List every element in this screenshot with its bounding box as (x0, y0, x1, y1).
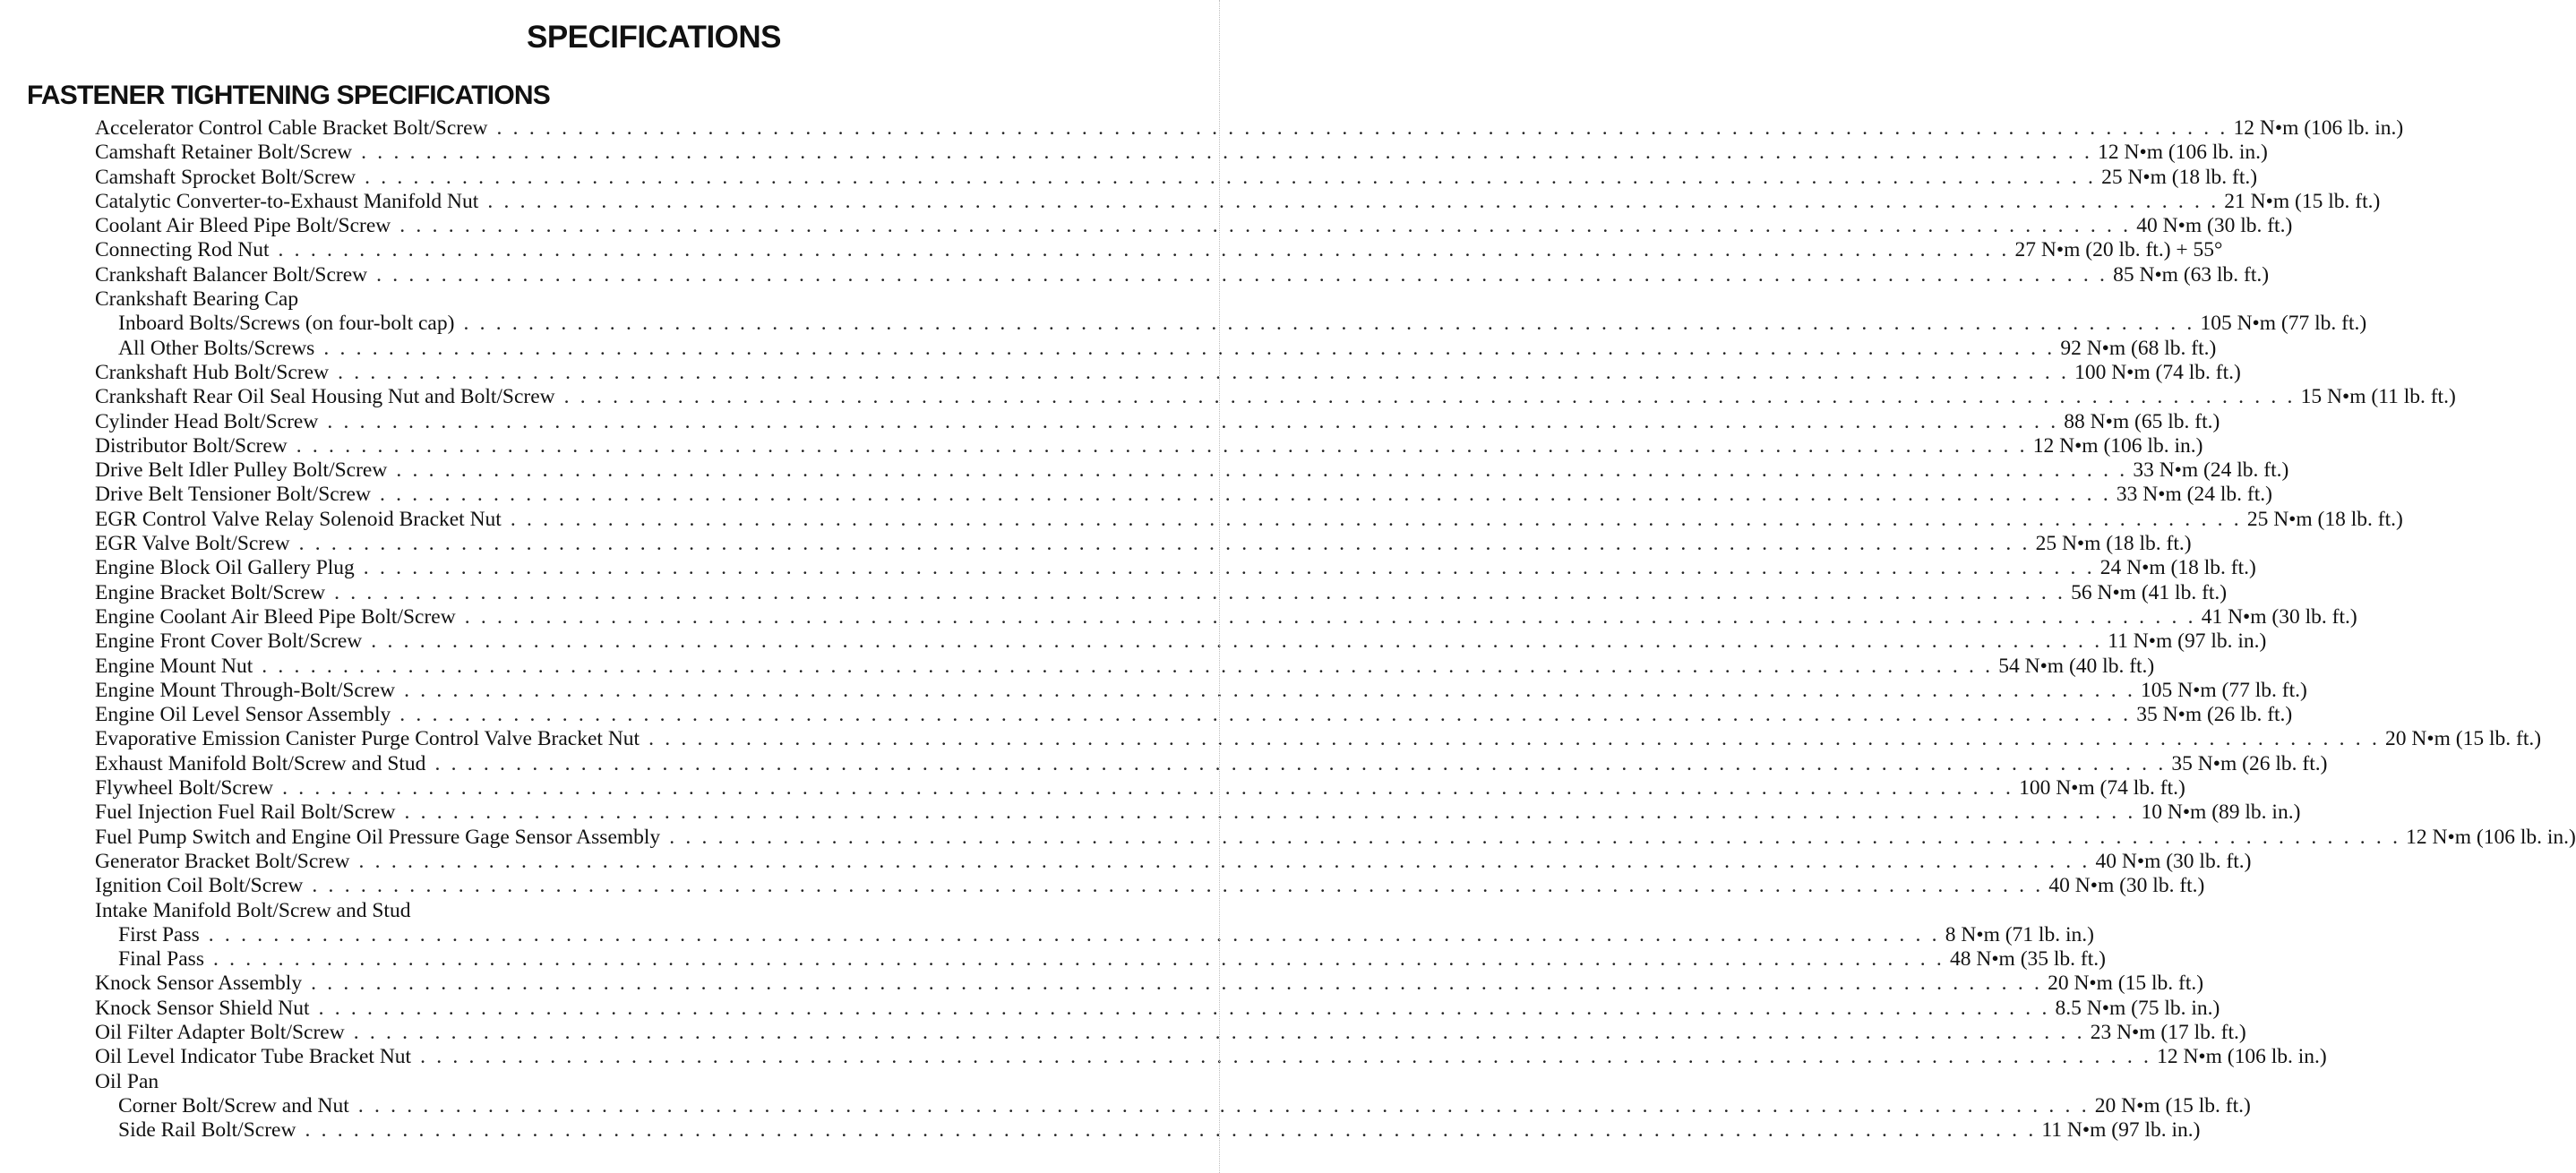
spec-sub-row (95, 922, 2094, 947)
spec-sub-row (95, 312, 2367, 336)
spec-name: Engine Mount Nut (95, 654, 253, 678)
leader-dots: . . . . . . . . . . . . . . . . . . . . . . . . . . . . . . . . . . . . . . . . . . . . . . . . . . . . . . . . . . . . . . . . . . . . . . . . . . . . . . . . . . . . . . . . . . . . . . . . . . . . . . . . . . . (318, 996, 2050, 1020)
spec-value: 20 N•m (15 lb. ft.) (2048, 972, 2204, 996)
spec-value: 100 N•m (74 lb. ft.) (2019, 776, 2185, 801)
leader-dots: . . . . . . . . . . . . . . . . . . . . . . . . . . . . . . . . . . . . . . . . . . . . . . . . . . . . . . . . . . . . . . . . . . . . . . . . . . . . . . . . . . . . . . . . . . . . . . . . . . . . . . . . . . . (399, 703, 2132, 727)
leader-dots: . . . . . . . . . . . . . . . . . . . . . . . . . . . . . . . . . . . . . . . . . . . . . . . . . . . . . . . . . . . . . . . . . . . . . . . . . . . . . . . . . . . . . . . . . . . . . . . . . . . . . . . . . . . (327, 409, 2059, 433)
leader-dots: . . . . . . . . . . . . . . . . . . . . . . . . . . . . . . . . . . . . . . . . . . . . . . . . . . . . . . . . . . . . . . . . . . . . . . . . . . . . . . . . . . . . . . . . . . . . . . . . . . . . . . . . . . . (404, 801, 2136, 825)
spec-row (95, 409, 2220, 434)
spec-name: Drive Belt Idler Pulley Bolt/Screw (95, 458, 388, 483)
spec-name: Intake Manifold Bolt/Screw and Stud (95, 898, 411, 922)
spec-value: 8 N•m (71 lb. in.) (1945, 922, 2094, 946)
leader-dots: . . . . . . . . . . . . . . . . . . . . . . . . . . . . . . . . . . . . . . . . . . . . . . . . . . . . . . . . . . . . . . . . . . . . . . . . . . . . . . . . . . . . . . . . . . . . . . . . . . . . . . . . . . . (334, 580, 2066, 604)
spec-row (95, 556, 2256, 580)
spec-value: 20 N•m (15 lb. ft.) (2385, 727, 2542, 751)
page-title: SPECIFICATIONS (526, 20, 782, 55)
spec-row (95, 165, 2258, 190)
spec-row (95, 899, 1184, 923)
spec-row (95, 751, 2328, 776)
spec-row (95, 874, 2205, 898)
spec-name: Camshaft Retainer Bolt/Screw (95, 141, 353, 165)
spec-value: 12 N•m (106 lb. in.) (2098, 141, 2268, 165)
leader-dots: . . . . . . . . . . . . . . . . . . . . . . . . . . . . . . . . . . . . . . . . . . . . . . . . . . . . . . . . . . . . . . . . . . . . . . . . . . . . . . . . . . . . . . . . . . . . . . . . . . . . . . . . . . . (376, 262, 2108, 287)
spec-value: 21 N•m (15 lb. ft.) (2224, 189, 2381, 213)
spec-row (95, 629, 2267, 654)
spec-name: Engine Oil Level Sensor Assembly (95, 703, 391, 727)
spec-value: 25 N•m (18 lb. ft.) (2035, 532, 2192, 556)
spec-value: 88 N•m (65 lb. ft.) (2064, 409, 2220, 433)
spec-value: 40 N•m (30 lb. ft.) (2095, 849, 2252, 873)
leader-dots: . . . . . . . . . . . . . . . . . . . . . . . . . . . . . . . . . . . . . . . . . . . . . . . . . . . . . . . . . . . . . . . . . . . . . . . . . . . . . . . . . . . . . . . . . . . . . . . . . . . . . . . . . . . (496, 116, 2228, 140)
leader-dots: . . . . . . . . . . . . . . . . . . . . . . . . . . . . . . . . . . . . . . . . . . . . . . . . . . . . . . . . . . . . . . . . . . . . . . . . . . . . . . . . . . . . . . . . . . . . . . . . . . . . . . . . . . . (353, 1020, 2085, 1044)
spec-name: Generator Bracket Bolt/Screw (95, 849, 350, 873)
spec-name: Flywheel Bolt/Screw (95, 776, 274, 801)
spec-row (95, 238, 2223, 262)
leader-dots: . . . . . . . . . . . . . . . . . . . . . . . . . . . . . . . . . . . . . . . . . . . . . . . . . . . . . . . . . . . . . . . . . . . . . . . . . . . . . . . . . . . . . . . . . . . . . . . . . . . . . . . . . . . (312, 874, 2044, 898)
spec-row (95, 1045, 2327, 1069)
spec-row (95, 262, 2270, 287)
spec-value: 105 N•m (77 lb. ft.) (2200, 312, 2367, 336)
spec-name: Crankshaft Bearing Cap (95, 287, 299, 312)
spec-row (95, 604, 2357, 629)
spec-name: EGR Control Valve Relay Solenoid Bracket Nut (95, 507, 502, 531)
spec-name: Catalytic Converter-to-Exhaust Manifold Nut (95, 189, 479, 213)
leader-dots: . . . . . . . . . . . . . . . . . . . . . . . . . . . . . . . . . . . . . . . . . . . . . . . . . . . . . . . . . . . . . . . . . . . . . . . . . . . . . . . . . . . . . . . . . . . . . . . . . . . . . . . . . . . (404, 678, 2136, 702)
spec-name: Knock Sensor Shield Nut (95, 996, 310, 1020)
spec-value: 41 N•m (30 lb. ft.) (2201, 604, 2357, 629)
leader-dots: . . . . . . . . . . . . . . . . . . . . . . . . . . . . . . . . . . . . . . . . . . . . . . . . . . . . . . . . . . . . . . . . . . . . . . . . . . . . . . . . . . . . . . . . . . . . . . . . . . . . . . . . . . . (361, 141, 2093, 165)
leader-dots: . . . . . . . . . . . . . . . . . . . . . . . . . . . . . . . . . . . . . . . . . . . . . . . . . . . . . . . . . . . . . . . . . . . . . . . . . . . . . . . . . . . . . . . . . . . . . . . . . . . . . . . . . . . (338, 360, 2070, 384)
spec-value: 11 N•m (97 lb. in.) (2108, 629, 2267, 654)
spec-row (95, 214, 2293, 238)
spec-name: First Pass (118, 922, 200, 946)
leader-dots: . . . . . . . . . . . . . . . . . . . . . . . . . . . . . . . . . . . . . . . . . . . . . . . . . . . . . . . . . . . . . . . . . . . . . . . . . . . . . . . . . . . . . . . . . . . . . . . . . . . . . . . . . . . (296, 433, 2028, 458)
spec-name: Distributor Bolt/Screw (95, 433, 288, 458)
spec-value: 85 N•m (63 lb. ft.) (2113, 262, 2270, 287)
spec-name: Inboard Bolts/Screws (on four-bolt cap) (118, 312, 455, 336)
spec-value: 56 N•m (41 lb. ft.) (2071, 580, 2228, 604)
spec-value: 25 N•m (18 lb. ft.) (2246, 507, 2403, 531)
leader-dots: . . . . . . . . . . . . . . . . . . . . . . . . . . . . . . . . . . . . . . . . . . . . . . . . . . . . . . . . . . . . . . . . . . . . . . . . . . . . . . . . . . . . . . . . . . . . . . . . . . . . . . . . . . . (648, 727, 2381, 751)
spec-name: Drive Belt Tensioner Bolt/Screw (95, 483, 371, 507)
leader-dots: . . . . . . . . . . . . . . . . . . . . . . . . . . . . . . . . . . . . . . . . . . . . . . . . . . . . . . . . . . . . . . . . . . . . . . . . . . . . . . . . . . . . . . . . . . . . . . . . . . . . . . . . . . . (282, 776, 2014, 801)
spec-name: Knock Sensor Assembly (95, 972, 303, 996)
spec-value: 24 N•m (18 lb. ft.) (2099, 556, 2256, 580)
spec-value: 12 N•m (106 lb. in.) (2233, 116, 2404, 140)
spec-row (95, 580, 2228, 605)
spec-name: EGR Valve Bolt/Screw (95, 532, 290, 556)
spec-name: Evaporative Emission Canister Purge Control Valve Bracket Nut (95, 727, 640, 751)
spec-name: Crankshaft Hub Bolt/Screw (95, 360, 330, 384)
leader-dots: . . . . . . . . . . . . . . . . . . . . . . . . . . . . . . . . . . . . . . . . . . . . . . . . . . . . . . . . . . . . . . . . . . . . . . . . . . . . . . . . . . . . . . . . . . . . . . . . . . . . . . . . . . . (278, 238, 2010, 262)
spec-value: 35 N•m (26 lb. ft.) (2136, 703, 2293, 727)
leader-dots: . . . . . . . . . . . . . . . . . . . . . . . . . . . . . . . . . . . . . . . . . . . . . . . . . . . . . . . . . . . . . . . . . . . . . . . . . . . . . . . . . . . . . . . . . . . . . . . . . . . . . . . . . . . (396, 458, 2128, 483)
spec-name: Fuel Injection Fuel Rail Bolt/Screw (95, 801, 396, 825)
spec-name: All Other Bolts/Screws (118, 336, 315, 360)
leader-dots: . . . . . . . . . . . . . . . . . . . . . . . . . . . . . . . . . . . . . . . . . . . . . . . . . . . . . . . . . . . . . . . . . . . . . . . . . . . . . . . . . . . . . . . . . . . . . . . . . . . . . . . . . . . (420, 1045, 2152, 1069)
spec-row (95, 776, 2185, 801)
spec-row (95, 825, 2576, 850)
spec-row (95, 433, 2203, 458)
spec-name: Cylinder Head Bolt/Screw (95, 409, 319, 433)
leader-dots: . . . . . . . . . . . . . . . . . . . . . . . . . . . . . . . . . . . . . . . . . . . . . . . . . . . . . . . . . . . . . . . . . . . . . . . . . . . . . . . . . . . . . . . . . . . . . . . . . . . . . . . . . . . (464, 604, 2196, 629)
fastener-spec-list (95, 116, 2576, 1143)
spec-value: 48 N•m (35 lb. ft.) (1949, 947, 2106, 972)
leader-dots: . . . . . . . . . . . . . . . . . . . . . . . . . . . . . . . . . . . . . . . . . . . . . . . . . . . . . . . . . . . . . . . . . . . . . . . . . . . . . . . . . . . . . . . . . . . . . . . . . . . . . . . . . . . (212, 947, 1945, 972)
spec-value: 11 N•m (97 lb. in.) (2041, 1118, 2201, 1143)
spec-value: 15 N•m (11 lb. ft.) (2300, 385, 2456, 409)
spec-value: 35 N•m (26 lb. ft.) (2171, 751, 2328, 775)
leader-dots: . . . . . . . . . . . . . . . . . . . . . . . . . . . . . . . . . . . . . . . . . . . . . . . . . . . . . . . . . . . . . . . . . . . . . . . . . . . . . . . . . . . . . . . . . . . . . . . . . . . . . . . . . . . (379, 483, 2111, 507)
leader-dots: . . . . . . . . . . . . . . . . . . . . . . . . . . . . . . . . . . . . . . . . . . . . . . . . . . . . . . . . . . . . . . . . . . . . . . . . . . . . . . . . . . . . . . . . . . . . . . . . . . . . . . . . . . . (463, 312, 2195, 336)
spec-name: Engine Coolant Air Bleed Pipe Bolt/Screw (95, 604, 456, 629)
spec-row (95, 849, 2252, 874)
spec-row (95, 189, 2381, 214)
spec-row (95, 385, 2456, 409)
leader-dots: . . . . . . . . . . . . . . . . . . . . . . . . . . . . . . . . . . . . . . . . . . . . . . . . . . . . . . . . . . . . . . . . . . . . . . . . . . . . . . . . . . . . . . . . . . . . . . . . . . . . . . . . . . . (298, 532, 2031, 556)
spec-name: Connecting Rod Nut (95, 238, 270, 262)
spec-value: 54 N•m (40 lb. ft.) (1998, 654, 2155, 678)
spec-name: Side Rail Bolt/Screw (118, 1118, 296, 1143)
leader-dots: . . . . . . . . . . . . . . . . . . . . . . . . . . . . . . . . . . . . . . . . . . . . . . . . . . . . . . . . . . . . . . . . . . . . . . . . . . . . . . . . . . . . . . . . . . . . . . . . . . . . . . . . . . . (363, 556, 2095, 580)
spec-row (95, 507, 2403, 532)
spec-row (95, 1070, 1184, 1094)
spec-name: Engine Mount Through-Bolt/Screw (95, 678, 396, 702)
spec-name: Accelerator Control Cable Bracket Bolt/Screw (95, 116, 488, 140)
leader-dots: . . . . . . . . . . . . . . . . . . . . . . . . . . . . . . . . . . . . . . . . . . . . . . . . . . . . . . . . . . . . . . . . . . . . . . . . . . . . . . . . . . . . . . . . . . . . . . . . . . . . . . . . . . . (262, 654, 1994, 678)
spec-name: Corner Bolt/Screw and Nut (118, 1093, 349, 1117)
spec-row (95, 116, 2404, 141)
spec-name: Final Pass (118, 947, 204, 972)
spec-value: 40 N•m (30 lb. ft.) (2136, 214, 2293, 238)
spec-name: Fuel Pump Switch and Engine Oil Pressure Gage Sensor Assembly (95, 825, 661, 849)
spec-value: 12 N•m (106 lb. in.) (2406, 825, 2576, 849)
spec-row (95, 703, 2293, 727)
spec-name: Oil Filter Adapter Bolt/Screw (95, 1020, 345, 1044)
spec-sub-row (95, 947, 2106, 972)
leader-dots: . . . . . . . . . . . . . . . . . . . . . . . . . . . . . . . . . . . . . . . . . . . . . . . . . . . . . . . . . . . . . . . . . . . . . . . . . . . . . . . . . . . . . . . . . . . . . . . . . . . . . . . . . . . (399, 214, 2132, 238)
spec-row (95, 1020, 2246, 1045)
leader-dots: . . . . . . . . . . . . . . . . . . . . . . . . . . . . . . . . . . . . . . . . . . . . . . . . . . . . . . . . . . . . . . . . . . . . . . . . . . . . . . . . . . . . . . . . . . . . . . . . . . . . . . . . . . . (510, 507, 2242, 531)
leader-dots: . . . . . . . . . . . . . . . . . . . . . . . . . . . . . . . . . . . . . . . . . . . . . . . . . . . . . . . . . . . . . . . . . . . . . . . . . . . . . . . . . . . . . . . . . . . . . . . . . . . . . . . . . . . (311, 972, 2043, 996)
spec-row (95, 483, 2272, 507)
leader-dots: . . . . . . . . . . . . . . . . . . . . . . . . . . . . . . . . . . . . . . . . . . . . . . . . . . . . . . . . . . . . . . . . . . . . . . . . . . . . . . . . . . . . . . . . . . . . . . . . . . . . . . . . . . . (365, 165, 2097, 189)
leader-dots: . . . . . . . . . . . . . . . . . . . . . . . . . . . . . . . . . . . . . . . . . . . . . . . . . . . . . . . . . . . . . . . . . . . . . . . . . . . . . . . . . . . . . . . . . . . . . . . . . . . . . . . . . . . (323, 336, 2056, 360)
spec-row (95, 458, 2289, 483)
spec-value: 12 N•m (106 lb. in.) (2032, 433, 2203, 458)
leader-dots: . . . . . . . . . . . . . . . . . . . . . . . . . . . . . . . . . . . . . . . . . . . . . . . . . . . . . . . . . . . . . . . . . . . . . . . . . . . . . . . . . . . . . . . . . . . . . . . . . . . . . . . . . . . (357, 1093, 2090, 1117)
spec-sub-row (95, 1093, 2251, 1118)
spec-name: Engine Front Cover Bolt/Screw (95, 629, 363, 654)
section-title: FASTENER TIGHTENING SPECIFICATIONS (27, 81, 550, 110)
spec-name: Coolant Air Bleed Pipe Bolt/Screw (95, 214, 391, 238)
spec-value: 8.5 N•m (75 lb. in.) (2055, 996, 2220, 1020)
spec-row (95, 287, 1184, 312)
page-edge-marks (1217, 0, 1220, 1173)
spec-value: 92 N•m (68 lb. ft.) (2060, 336, 2217, 360)
spec-name: Engine Bracket Bolt/Screw (95, 580, 326, 604)
spec-row (95, 678, 2307, 703)
spec-row (95, 532, 2192, 556)
spec-value: 100 N•m (74 lb. ft.) (2074, 360, 2241, 384)
spec-sub-row (95, 1118, 2201, 1143)
leader-dots: . . . . . . . . . . . . . . . . . . . . . . . . . . . . . . . . . . . . . . . . . . . . . . . . . . . . . . . . . . . . . . . . . . . . . . . . . . . . . . . . . . . . . . . . . . . . . . . . . . . . . . . . . . . (669, 825, 2401, 849)
spec-name: Crankshaft Balancer Bolt/Screw (95, 262, 368, 287)
spec-row (95, 141, 2268, 165)
spec-row (95, 360, 2241, 385)
spec-row (95, 727, 2542, 751)
spec-name: Engine Block Oil Gallery Plug (95, 556, 355, 580)
spec-value: 12 N•m (106 lb. in.) (2157, 1045, 2327, 1069)
spec-value: 23 N•m (17 lb. ft.) (2090, 1020, 2246, 1044)
spec-value: 27 N•m (20 lb. ft.) + 55° (2014, 238, 2223, 262)
spec-name: Exhaust Manifold Bolt/Screw and Stud (95, 751, 426, 775)
spec-value: 20 N•m (15 lb. ft.) (2094, 1093, 2251, 1117)
leader-dots: . . . . . . . . . . . . . . . . . . . . . . . . . . . . . . . . . . . . . . . . . . . . . . . . . . . . . . . . . . . . . . . . . . . . . . . . . . . . . . . . . . . . . . . . . . . . . . . . . . . . . . . . . . . (305, 1118, 2037, 1143)
spec-value: 25 N•m (18 lb. ft.) (2101, 165, 2258, 189)
spec-row (95, 996, 2220, 1021)
spec-row (95, 654, 2155, 679)
leader-dots: . . . . . . . . . . . . . . . . . . . . . . . . . . . . . . . . . . . . . . . . . . . . . . . . . . . . . . . . . . . . . . . . . . . . . . . . . . . . . . . . . . . . . . . . . . . . . . . . . . . . . . . . . . . (563, 385, 2296, 409)
spec-name: Oil Pan (95, 1069, 159, 1093)
spec-name: Ignition Coil Bolt/Screw (95, 874, 304, 898)
spec-value: 105 N•m (77 lb. ft.) (2141, 678, 2307, 702)
spec-value: 40 N•m (30 lb. ft.) (2048, 874, 2205, 898)
leader-dots: . . . . . . . . . . . . . . . . . . . . . . . . . . . . . . . . . . . . . . . . . . . . . . . . . . . . . . . . . . . . . . . . . . . . . . . . . . . . . . . . . . . . . . . . . . . . . . . . . . . . . . . . . . . (358, 849, 2091, 873)
spec-name: Camshaft Sprocket Bolt/Screw (95, 165, 356, 189)
spec-value: 33 N•m (24 lb. ft.) (2133, 458, 2289, 483)
leader-dots: . . . . . . . . . . . . . . . . . . . . . . . . . . . . . . . . . . . . . . . . . . . . . . . . . . . . . . . . . . . . . . . . . . . . . . . . . . . . . . . . . . . . . . . . . . . . . . . . . . . . . . . . . . . (487, 189, 2220, 213)
spec-name: Oil Level Indicator Tube Bracket Nut (95, 1045, 412, 1069)
spec-name: Crankshaft Rear Oil Seal Housing Nut and Bolt/Screw (95, 385, 555, 409)
spec-row (95, 801, 2301, 825)
leader-dots: . . . . . . . . . . . . . . . . . . . . . . . . . . . . . . . . . . . . . . . . . . . . . . . . . . . . . . . . . . . . . . . . . . . . . . . . . . . . . . . . . . . . . . . . . . . . . . . . . . . . . . . . . . . (434, 751, 2167, 775)
leader-dots: . . . . . . . . . . . . . . . . . . . . . . . . . . . . . . . . . . . . . . . . . . . . . . . . . . . . . . . . . . . . . . . . . . . . . . . . . . . . . . . . . . . . . . . . . . . . . . . . . . . . . . . . . . . (208, 922, 1940, 946)
spec-row (95, 972, 2204, 996)
spec-value: 10 N•m (89 lb. in.) (2141, 801, 2301, 825)
spec-sub-row (95, 336, 2217, 361)
leader-dots: . . . . . . . . . . . . . . . . . . . . . . . . . . . . . . . . . . . . . . . . . . . . . . . . . . . . . . . . . . . . . . . . . . . . . . . . . . . . . . . . . . . . . . . . . . . . . . . . . . . . . . . . . . . (371, 629, 2103, 654)
spec-value: 33 N•m (24 lb. ft.) (2116, 483, 2272, 507)
